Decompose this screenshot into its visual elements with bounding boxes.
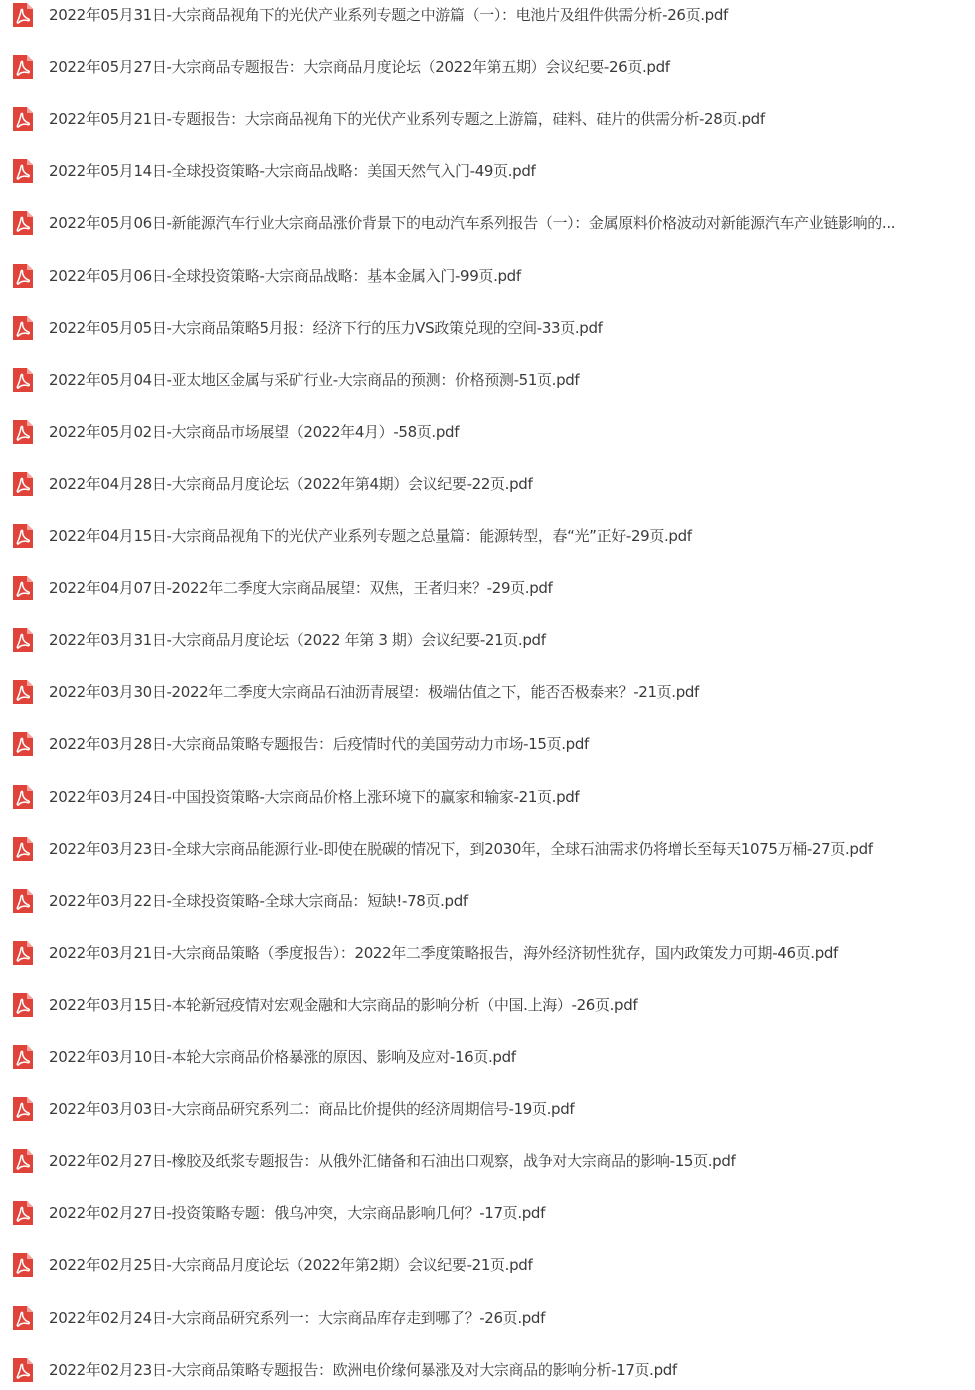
- file-list-item[interactable]: [0, 464, 975, 504]
- file-list-item[interactable]: [0, 1350, 975, 1390]
- file-list-item[interactable]: [0, 829, 975, 869]
- file-name: 2022年05月06日-全球投资策略-大宗商品战略：基本金属入门-99页.pdf: [49, 266, 521, 285]
- file-name: 2022年02月24日-大宗商品研究系列一：大宗商品库存走到哪了？-26页.pdf: [49, 1308, 546, 1327]
- file-list-item[interactable]: [0, 412, 975, 452]
- file-list-item[interactable]: [0, 256, 975, 296]
- file-name: 2022年03月10日-本轮大宗商品价格暴涨的原因、影响及应对-16页.pdf: [49, 1048, 516, 1066]
- file-name: 2022年04月28日-大宗商品月度论坛（2022年第4期）会议纪要-22页.pdf: [49, 474, 533, 493]
- file-name: 2022年03月15日-本轮新冠疫情对宏观金融和大宗商品的影响分析（中国.上海）-26页.pdf: [49, 995, 638, 1014]
- file-name: 2022年02月27日-投资策略专题：俄乌冲突，大宗商品影响几何？-17页.pdf: [49, 1204, 546, 1223]
- file-list-item[interactable]: [0, 1298, 975, 1338]
- file-name: 2022年03月03日-大宗商品研究系列二：商品比价提供的经济周期信号-19页.pdf: [49, 1100, 575, 1119]
- file-list-item[interactable]: [0, 1037, 975, 1077]
- file-list-item[interactable]: [0, 672, 975, 712]
- file-list-item[interactable]: [0, 1193, 975, 1233]
- file-list-item[interactable]: [0, 777, 975, 817]
- file-name: 2022年03月28日-大宗商品策略专题报告：后疫情时代的美国劳动力市场-15页.pdf: [49, 735, 589, 754]
- file-list-item[interactable]: [0, 99, 975, 139]
- file-list-item[interactable]: [0, 933, 975, 973]
- file-list-item[interactable]: [0, 0, 975, 35]
- file-list-item[interactable]: [0, 151, 975, 191]
- file-name: 2022年05月21日-专题报告：大宗商品视角下的光伏产业系列专题之上游篇，硅料、硅片的供需分析-28页.pdf: [49, 110, 765, 129]
- file-name: 2022年02月25日-大宗商品月度论坛（2022年第2期）会议纪要-21页.pdf: [49, 1256, 533, 1275]
- file-list-item[interactable]: [0, 568, 975, 608]
- file-name: 2022年03月24日-中国投资策略-大宗商品价格上涨环境下的赢家和输家-21页.pdf: [49, 787, 580, 806]
- file-name: 2022年05月04日-亚太地区金属与采矿行业-大宗商品的预测：价格预测-51页.pdf: [49, 370, 580, 389]
- file-name: 2022年03月21日-大宗商品策略（季度报告）：2022年二季度策略报告，海外经济韧性犹存，国内政策发力可期-46页.pdf: [49, 943, 838, 962]
- file-name: 2022年05月06日-新能源汽车行业大宗商品涨价背景下的电动汽车系列报告（一）：金属原料价格波动对新能源汽车产业链影响的...: [49, 214, 896, 233]
- file-name: 2022年05月02日-大宗商品市场展望（2022年4月）-58页.pdf: [49, 422, 460, 441]
- file-list-item[interactable]: [0, 516, 975, 556]
- file-name: 2022年02月23日-大宗商品策略专题报告：欧洲电价缘何暴涨及对大宗商品的影响分析-17页.pdf: [49, 1360, 677, 1379]
- file-list-item[interactable]: [0, 203, 975, 243]
- file-list-item[interactable]: [0, 1089, 975, 1129]
- file-list-item[interactable]: [0, 47, 975, 87]
- file-name: 2022年05月14日-全球投资策略-大宗商品战略：美国天然气入门-49页.pdf: [49, 162, 536, 181]
- file-name: 2022年03月30日-2022年二季度大宗商品石油沥青展望：极端估值之下，能否否极泰来？-21页.pdf: [49, 683, 699, 702]
- file-name: 2022年05月27日-大宗商品专题报告：大宗商品月度论坛（2022年第五期）会议纪要-26页.pdf: [49, 58, 670, 77]
- file-list-item[interactable]: [0, 985, 975, 1025]
- file-list-item[interactable]: [0, 724, 975, 764]
- file-list-item[interactable]: [0, 1245, 975, 1285]
- file-list-item[interactable]: [0, 308, 975, 348]
- file-name: 2022年04月15日-大宗商品视角下的光伏产业系列专题之总量篇：能源转型，春“光”正好-29页.pdf: [49, 527, 692, 545]
- file-list-item[interactable]: [0, 881, 975, 921]
- file-name: 2022年03月22日-全球投资策略-全球大宗商品：短缺!-78页.pdf: [49, 891, 468, 910]
- file-list-item[interactable]: [0, 360, 975, 400]
- file-name: 2022年05月31日-大宗商品视角下的光伏产业系列专题之中游篇（一）：电池片及组件供需分析-26页.pdf: [49, 6, 728, 24]
- file-name: 2022年03月23日-全球大宗商品能源行业-即使在脱碳的情况下，到2030年，全球石油需求仍将增长至每天1075万桶-27页.pdf: [49, 839, 873, 858]
- file-list-item[interactable]: [0, 620, 975, 660]
- file-name: 2022年02月27日-橡胶及纸浆专题报告：从俄外汇储备和石油出口观察，战争对大宗商品的影响-15页.pdf: [49, 1152, 736, 1171]
- file-name: 2022年04月07日-2022年二季度大宗商品展望：双焦，王者归来？-29页.pdf: [49, 579, 553, 598]
- file-name: 2022年05月05日-大宗商品策略5月报：经济下行的压力VS政策兑现的空间-33页.pdf: [49, 318, 603, 337]
- file-name: 2022年03月31日-大宗商品月度论坛（2022 年第 3 期）会议纪要-21页.pdf: [49, 631, 546, 650]
- file-list-item[interactable]: [0, 1141, 975, 1181]
